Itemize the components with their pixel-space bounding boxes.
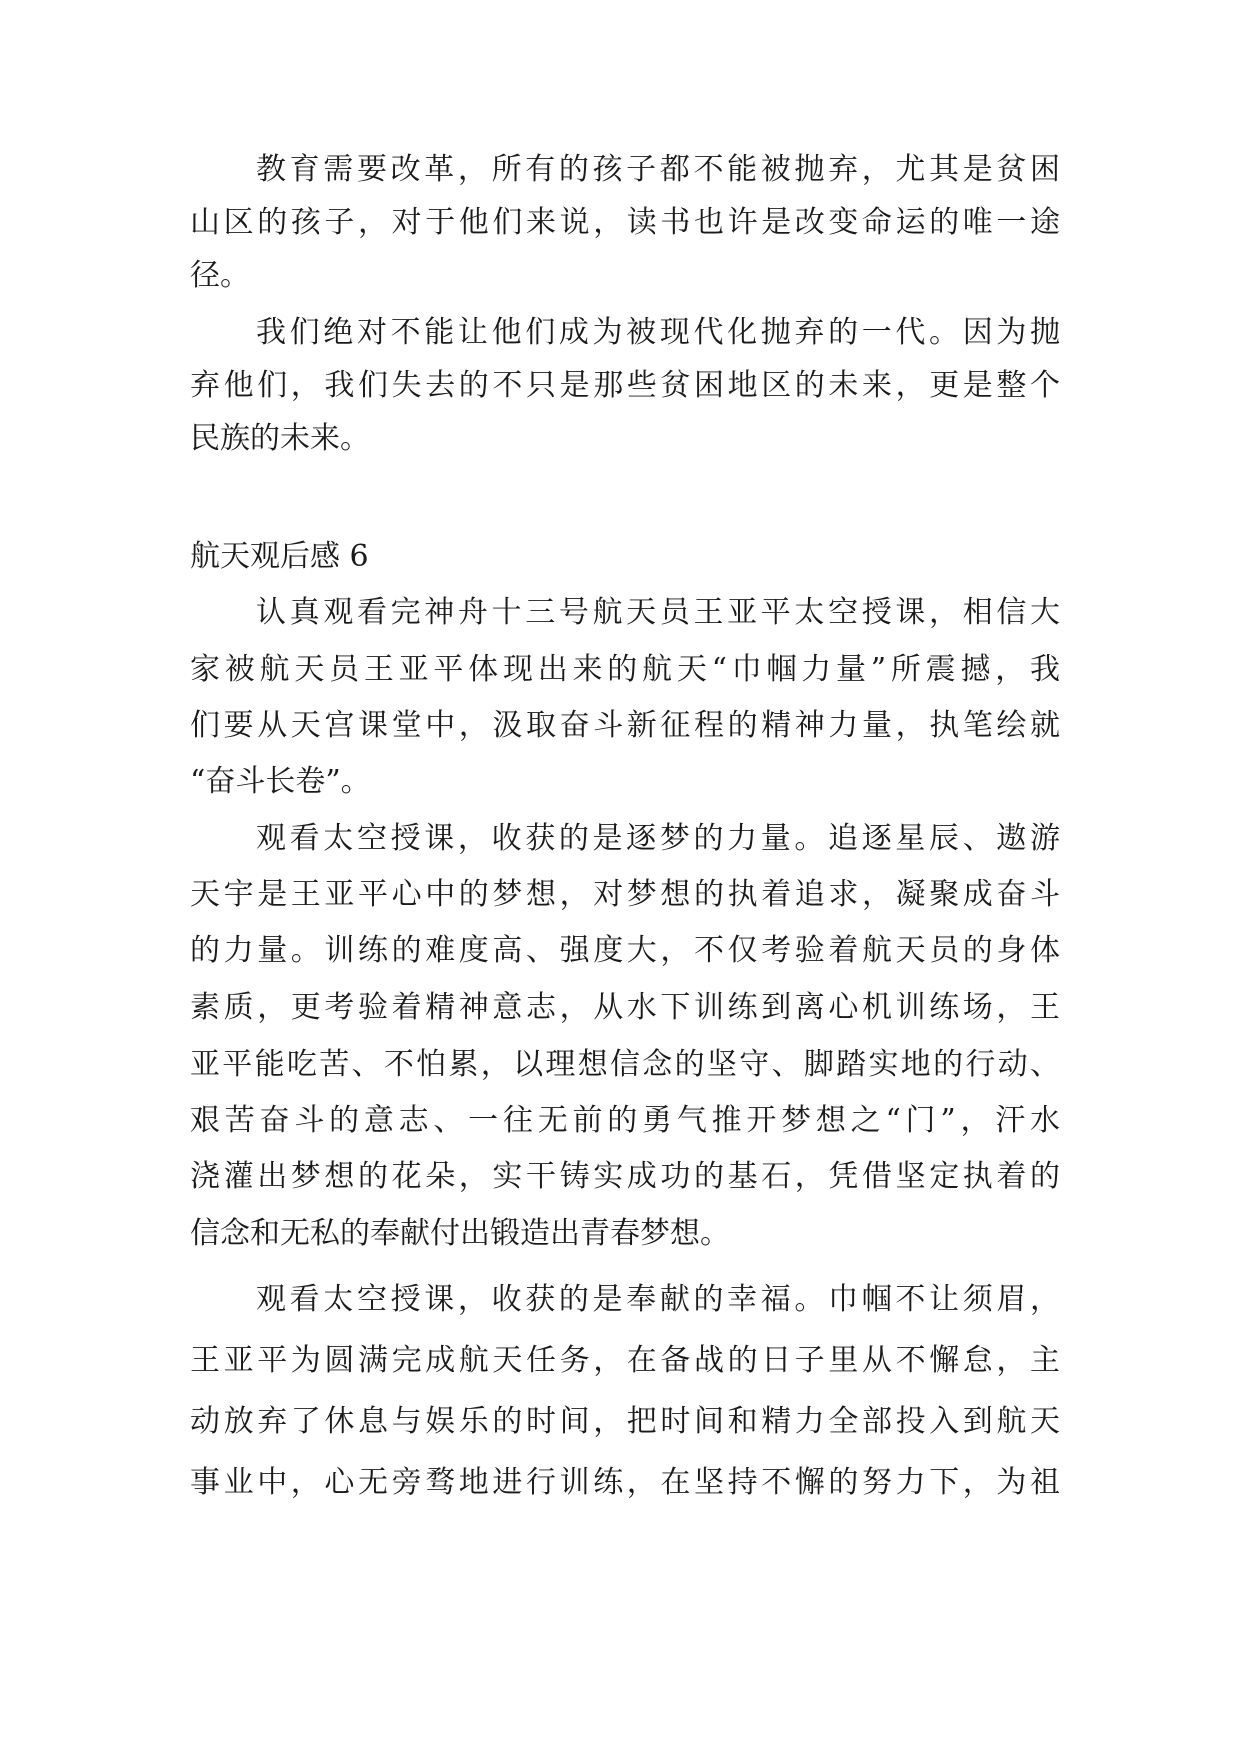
paragraph-line: 素质，更考验着精神意志，从水下训练到离心机训练场，王: [190, 990, 1060, 1025]
paragraph-line: 的力量。训练的难度高、强度大，不仅考验着航天员的身体: [190, 933, 1060, 968]
paragraph-line: 天宇是王亚平心中的梦想，对梦想的执着追求，凝聚成奋斗: [190, 877, 1060, 912]
paragraph-line: 我们绝对不能让他们成为被现代化抛弃的一代。因为抛: [256, 315, 1060, 350]
paragraph-line: 观看太空授课，收获的是逐梦的力量。追逐星辰、遨游: [256, 821, 1060, 856]
paragraph-line: “奋斗长卷”。: [190, 764, 371, 799]
paragraph-line: 艰苦奋斗的意志、一往无前的勇气推开梦想之“门”，汗水: [190, 1103, 1060, 1138]
paragraph-line: 教育需要改革，所有的孩子都不能被抛弃，尤其是贫困: [256, 152, 1060, 187]
paragraph-line: 亚平能吃苦、不怕累，以理想信念的坚守、脚踏实地的行动、: [190, 1047, 1060, 1082]
paragraph-line: 王亚平为圆满完成航天任务，在备战的日子里从不懈怠，主: [190, 1343, 1060, 1378]
paragraph-line: 认真观看完神舟十三号航天员王亚平太空授课，相信大: [256, 595, 1060, 630]
paragraph-line: 弃他们，我们失去的不只是那些贫困地区的未来，更是整个: [190, 368, 1060, 403]
paragraph-line: 们要从天宫课堂中，汲取奋斗新征程的精神力量，执笔绘就: [190, 708, 1060, 743]
paragraph-line: 事业中，心无旁骛地进行训练，在坚持不懈的努力下，为祖: [190, 1465, 1060, 1500]
paragraph-line: 家被航天员王亚平体现出来的航天“巾帼力量”所震撼，我: [190, 652, 1060, 687]
paragraph-line: 观看太空授课，收获的是奉献的幸福。巾帼不让须眉，: [256, 1282, 1060, 1317]
paragraph-line: 山区的孩子，对于他们来说，读书也许是改变命运的唯一途: [190, 205, 1060, 240]
paragraph-line: 民族的未来。: [190, 421, 370, 456]
paragraph-line: 浇灌出梦想的花朵，实干铸实成功的基石，凭借坚定执着的: [190, 1159, 1060, 1194]
paragraph-line: 径。: [190, 258, 250, 293]
paragraph-line: 信念和无私的奉献付出锻造出青春梦想。: [190, 1216, 730, 1251]
paragraph-line: 动放弃了休息与娱乐的时间，把时间和精力全部投入到航天: [190, 1404, 1060, 1439]
section-heading: 航天观后感 6: [190, 539, 369, 574]
